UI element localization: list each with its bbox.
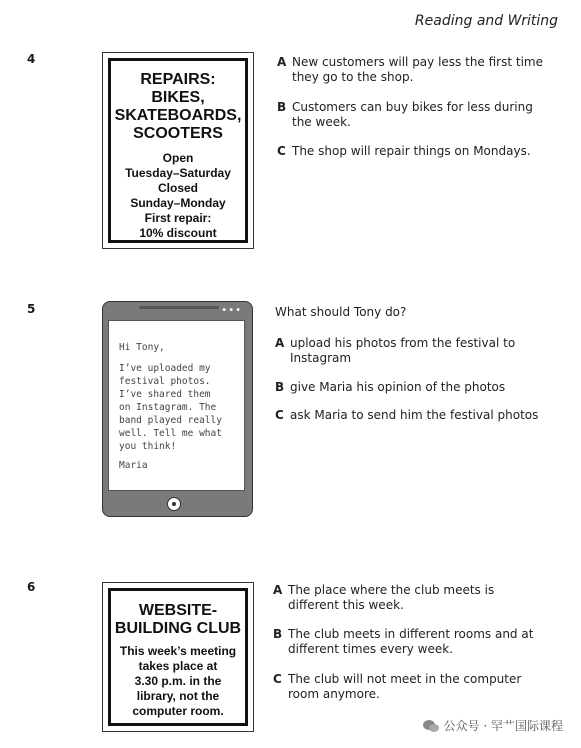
option-text: Customers can buy bikes for less during the week.: [292, 100, 533, 129]
option-4b[interactable]: [277, 100, 547, 130]
option-letter: B: [275, 380, 285, 394]
notice-body-line: 3.30 p.m. in the: [134, 674, 222, 688]
message-signature: Maria: [119, 460, 148, 471]
notice-title-line: WEBSITE-: [138, 602, 218, 619]
notice-title-line: BIKES,: [151, 89, 205, 106]
notice-body-line: takes place at: [138, 659, 218, 673]
watermark-text: 公众号 · 罕艹国际课程: [443, 719, 563, 733]
notice-body-line: Open: [162, 151, 194, 165]
option-text: The club meets in different rooms and at different times every week.: [288, 627, 534, 656]
phone-home-button-icon: [167, 497, 181, 511]
option-5c[interactable]: [275, 408, 565, 423]
wechat-icon: [422, 719, 440, 733]
option-letter: C: [273, 672, 282, 686]
message-line: you think!: [119, 441, 177, 452]
option-text: The shop will repair things on Mondays.: [292, 144, 531, 158]
option-letter: A: [277, 55, 287, 69]
notice-body-line: Closed: [157, 181, 198, 195]
phone-message: [102, 301, 253, 517]
option-text: give Maria his opinion of the photos: [290, 380, 506, 394]
message-line: well. Tell me what: [119, 428, 222, 439]
message-line: festival photos.: [119, 376, 211, 387]
notice-body-line: Tuesday–Saturday: [125, 166, 231, 180]
question-number-5: 5: [27, 302, 36, 316]
option-letter: C: [275, 408, 284, 422]
option-letter: B: [277, 100, 287, 114]
message-line: on Instagram. The: [119, 402, 217, 413]
question-5-stem: What should Tony do?: [275, 305, 407, 319]
notice-body-line: First repair:: [144, 211, 212, 225]
notice-title-line: BUILDING CLUB: [114, 620, 242, 637]
club-notice: [102, 582, 254, 732]
option-4c[interactable]: [277, 144, 547, 159]
notice-body-line: library, not the: [136, 689, 220, 703]
option-6c[interactable]: [273, 672, 548, 702]
repairs-notice: [102, 52, 254, 249]
phone-speaker: [139, 306, 219, 309]
option-6b[interactable]: [273, 627, 548, 657]
option-5b[interactable]: [275, 380, 555, 395]
option-5a[interactable]: [275, 336, 545, 366]
repairs-notice-frame: [108, 58, 248, 243]
watermark: [422, 717, 563, 734]
option-letter: A: [275, 336, 285, 350]
question-number-6: 6: [27, 580, 36, 594]
option-letter: C: [277, 144, 286, 158]
message-line: I’ve shared them: [119, 389, 211, 400]
message-line: band played really: [119, 415, 222, 426]
notice-body-line: computer room.: [132, 704, 224, 718]
notice-title-line: REPAIRS:: [140, 71, 216, 88]
option-letter: A: [273, 583, 283, 597]
page-header: Reading and Writing: [414, 13, 558, 29]
phone-camera-dots-icon: •••: [221, 305, 242, 316]
option-text: ask Maria to send him the festival photos: [290, 408, 539, 422]
notice-title-line: SKATEBOARDS,: [114, 107, 242, 124]
option-text: The place where the club meets is different this week.: [288, 583, 495, 612]
notice-body-line: This week’s meeting: [119, 644, 237, 658]
option-6a[interactable]: [273, 583, 548, 613]
notice-title-line: SCOOTERS: [133, 125, 223, 142]
option-text: upload his photos from the festival to Instagram: [290, 336, 516, 365]
option-text: New customers will pay less the first time they go to the shop.: [292, 55, 543, 84]
option-letter: B: [273, 627, 283, 641]
option-4a[interactable]: [277, 55, 547, 85]
question-number-4: 4: [27, 52, 36, 66]
phone-screen: [108, 320, 245, 491]
club-notice-frame: [108, 588, 248, 726]
notice-body-line: 10% discount: [139, 226, 217, 240]
message-line: I’ve uploaded my: [119, 363, 211, 374]
notice-body-line: Sunday–Monday: [130, 196, 226, 210]
option-text: The club will not meet in the computer room anymore.: [288, 672, 522, 701]
message-line: Hi Tony,: [119, 342, 165, 353]
